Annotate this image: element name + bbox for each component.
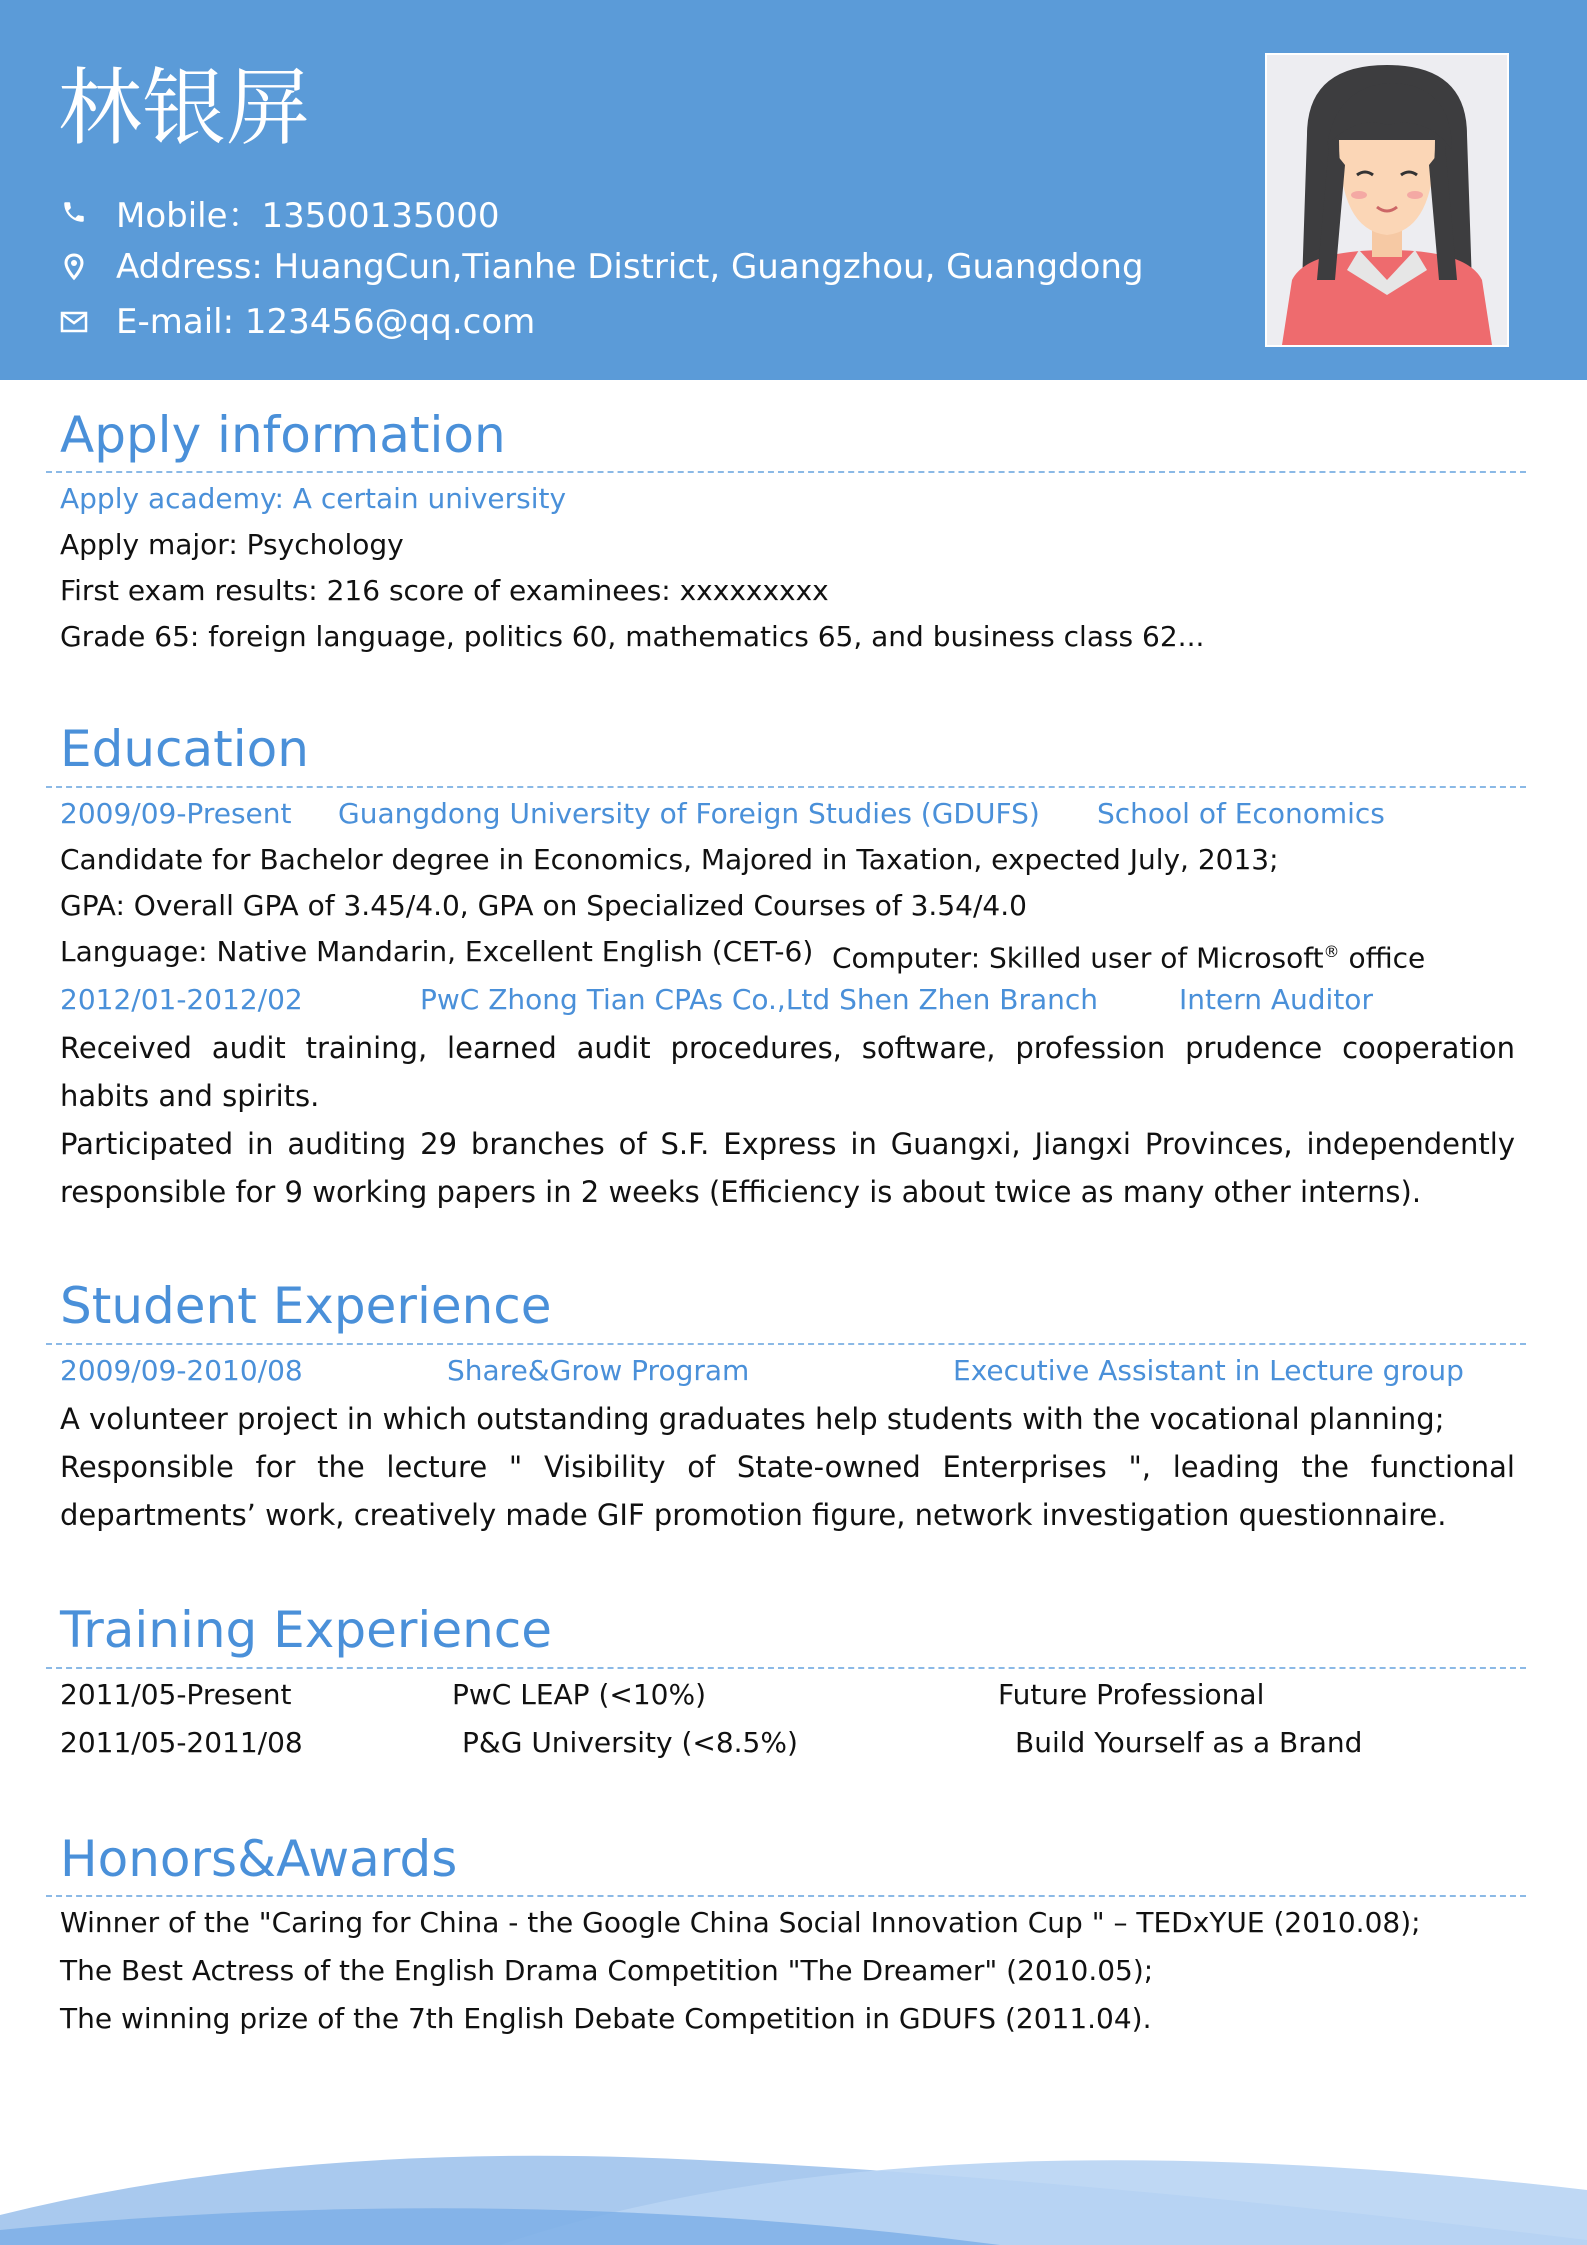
internship-date: 2012/01-2012/02 bbox=[60, 983, 303, 1016]
honor-item: Winner of the "Caring for China - the Google China Social Innovation Cup " – TEDxYUE (2010.08); bbox=[60, 1906, 1421, 1939]
decorative-wave-footer bbox=[0, 2120, 1587, 2245]
training-row-1-date: 2011/05-Present bbox=[60, 1678, 292, 1711]
gpa-line: GPA: Overall GPA of 3.45/4.0, GPA on Specialized Courses of 3.54/4.0 bbox=[60, 889, 1027, 922]
candidate-name: 林银屏 bbox=[58, 59, 311, 157]
profile-avatar bbox=[1265, 53, 1509, 347]
language-skill: Language: Native Mandarin, Excellent English (CET-6) bbox=[60, 935, 814, 968]
computer-skill bbox=[832, 934, 1425, 976]
address-row bbox=[58, 243, 1144, 291]
education-school: School of Economics bbox=[1097, 797, 1385, 830]
apply-section-title: Apply information bbox=[60, 406, 506, 464]
section-divider bbox=[46, 1895, 1526, 1897]
apply-academy: Apply academy: A certain university bbox=[60, 482, 567, 515]
section-divider bbox=[46, 786, 1526, 788]
student-role: Executive Assistant in Lecture group bbox=[953, 1354, 1464, 1387]
mobile-text: Mobile：13500135000 bbox=[116, 195, 500, 236]
training-row-2-desc: Build Yourself as a Brand bbox=[1015, 1726, 1363, 1759]
grade-details: Grade 65: foreign language, politics 60, mathematics 65, and business class 62... bbox=[60, 620, 1205, 653]
header-banner bbox=[0, 0, 1587, 380]
internship-role: Intern Auditor bbox=[1179, 983, 1373, 1016]
section-divider bbox=[46, 471, 1526, 473]
training-row-2-date: 2011/05-2011/08 bbox=[60, 1726, 303, 1759]
email-row bbox=[58, 298, 535, 346]
education-section-title: Education bbox=[60, 720, 309, 778]
envelope-icon bbox=[58, 306, 90, 338]
computer-skill-tail: office bbox=[1339, 941, 1426, 975]
internship-training-text: Received audit training, learned audit procedures, software, profession prudence cooperation habits and spirits. bbox=[60, 1031, 1515, 1113]
internship-company: PwC Zhong Tian CPAs Co.,Ltd Shen Zhen Branch bbox=[420, 983, 1099, 1016]
apply-major: Apply major: Psychology bbox=[60, 528, 404, 561]
exam-results: First exam results: 216 score of examinees: xxxxxxxxx bbox=[60, 574, 829, 607]
address-text: Address: HuangCun,Tianhe District, Guangzhou, Guangdong bbox=[116, 247, 1144, 287]
mobile-row bbox=[58, 188, 499, 236]
training-section-title: Training Experience bbox=[60, 1601, 553, 1659]
registered-mark: ® bbox=[1323, 942, 1340, 961]
section-divider bbox=[46, 1667, 1526, 1669]
phone-icon bbox=[58, 196, 90, 228]
training-row-2-program: P&G University (<8.5%) bbox=[462, 1726, 798, 1759]
student-program: Share&Grow Program bbox=[447, 1354, 750, 1387]
location-pin-icon bbox=[58, 251, 90, 283]
student-responsibility-text: Responsible for the lecture " Visibility of State-owned Enterprises ", leading the functional departments’ work, creatively made GIF promotion figure, network investigation questionnaire. bbox=[60, 1450, 1515, 1532]
computer-skill-text: Computer: Skilled user of Microsoft bbox=[832, 941, 1324, 975]
email-text: E-mail: 123456@qq.com bbox=[116, 302, 536, 342]
honor-item: The winning prize of the 7th English Debate Competition in GDUFS (2011.04). bbox=[60, 2002, 1152, 2035]
honors-section-title: Honors&Awards bbox=[60, 1830, 458, 1888]
degree-line: Candidate for Bachelor degree in Economics, Majored in Taxation, expected July, 2013; bbox=[60, 843, 1279, 876]
section-divider bbox=[46, 1343, 1526, 1345]
education-date: 2009/09-Present bbox=[60, 797, 292, 830]
student-date: 2009/09-2010/08 bbox=[60, 1354, 303, 1387]
training-row-1-program: PwC LEAP (<10%) bbox=[452, 1678, 707, 1711]
education-university: Guangdong University of Foreign Studies (GDUFS) bbox=[338, 797, 1040, 830]
training-row-1-desc: Future Professional bbox=[998, 1678, 1265, 1711]
honor-item: The Best Actress of the English Drama Competition "The Dreamer" (2010.05); bbox=[60, 1954, 1154, 1987]
student-section-title: Student Experience bbox=[60, 1277, 552, 1335]
student-project-text: A volunteer project in which outstanding graduates help students with the vocational planning; bbox=[60, 1402, 1445, 1436]
internship-audit-text: Participated in auditing 29 branches of S.F. Express in Guangxi, Jiangxi Provinces, independently responsible for 9 working papers in 2 weeks (Efficiency is about twice as many other interns). bbox=[60, 1127, 1515, 1209]
